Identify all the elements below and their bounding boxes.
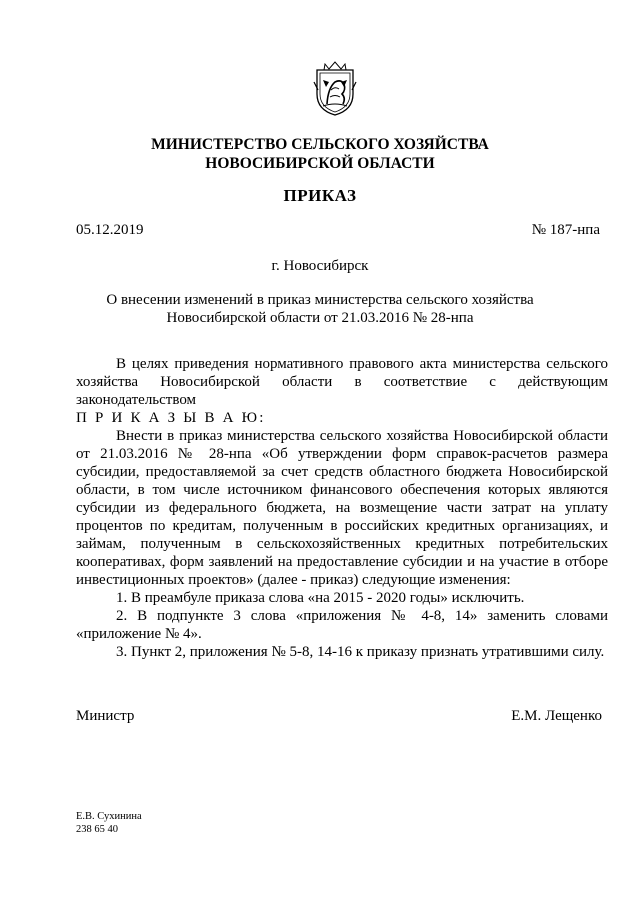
decree-word: П Р И К А З Ы В А Ю:	[76, 410, 266, 426]
executor-info	[76, 810, 142, 836]
document-subject	[100, 291, 540, 327]
coat-of-arms-emblem	[313, 60, 357, 117]
intro-paragraph: Внести в приказ министерства сельского хозяйства Новосибирской области от 21.03.2016 № 28-нпа «Об утверждении форм справок-расчетов размера субсидии, предоставляемой за счет средств областного бюджета Новосибирской области, в том числе источником финансового обеспечения которых являются субсидии из федерального бюджета, на возмещение части затрат на уплату процентов по кредитам, полученным в российских кредитных организациях, и займам, полученным в сельскохозяйственных кредитных потребительских кооперативах, форм заявлений на предоставление субсидии и на участие в отборе инвестиционных проектов» (далее - приказ) следующие изменения:	[76, 428, 608, 588]
ministry-name-line-1: МИНИСТЕРСТВО СЕЛЬСКОГО ХОЗЯЙСТВА	[151, 136, 489, 153]
document-number: № 187-нпа	[531, 222, 600, 238]
document-body	[76, 355, 608, 661]
signatory-name: Е.М. Лещенко	[511, 708, 602, 724]
document-type-title: ПРИКАЗ	[283, 186, 357, 205]
document-city: г. Новосибирск	[271, 258, 369, 274]
signatory-position: Министр	[76, 708, 135, 724]
list-item: 2. В подпункте 3 слова «приложения № 4-8, 14» заменить словами «приложение № 4».	[76, 608, 608, 642]
executor-name: Е.В. Сухинина	[76, 811, 142, 822]
document-date: 05.12.2019	[76, 222, 144, 238]
list-item: 3. Пункт 2, приложения № 5-8, 14-16 к приказу признать утратившими силу.	[116, 644, 605, 660]
list-item: 1. В преамбуле приказа слова «на 2015 - 2020 годы» исключить.	[116, 590, 525, 606]
ministry-name-line-2: НОВОСИБИРСКОЙ ОБЛАСТИ	[205, 155, 435, 172]
subject-line-1: О внесении изменений в приказ министерства сельского хозяйства	[106, 292, 534, 308]
preamble-paragraph: В целях приведения нормативного правового акта министерства сельского хозяйства Новосибирской области в соответствие с действующим законодательством	[76, 356, 608, 408]
subject-line-2: Новосибирской области от 21.03.2016 № 28-нпа	[166, 310, 474, 326]
executor-phone: 238 65 40	[76, 824, 118, 835]
